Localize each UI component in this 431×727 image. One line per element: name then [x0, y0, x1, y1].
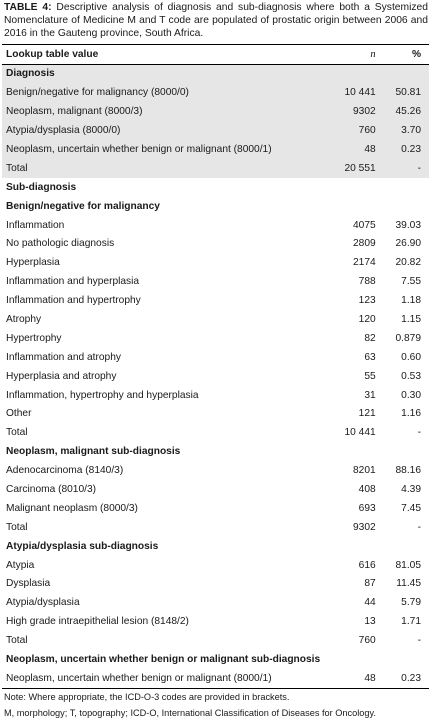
- table-row: [2, 556, 429, 575]
- row-label: Inflammation and atrophy: [6, 351, 121, 363]
- row-n: 693: [358, 502, 376, 514]
- row-n: 10 441: [344, 427, 376, 439]
- table-row: [2, 367, 429, 386]
- row-label: Neoplasm, uncertain whether benign or malignant sub-diagnosis: [6, 654, 321, 666]
- row-n: 9302: [353, 521, 376, 533]
- row-n: 8201: [353, 465, 376, 477]
- row-percent: 81.05: [395, 559, 421, 571]
- row-label: Atypia/dysplasia sub-diagnosis: [6, 540, 159, 552]
- header-n: n: [324, 45, 382, 65]
- row-percent: 0.53: [401, 370, 421, 382]
- row-n: [324, 537, 382, 556]
- row-label: Atypia: [6, 559, 35, 571]
- table-row: [2, 103, 429, 122]
- table-row: [2, 424, 429, 443]
- row-n: 788: [358, 276, 376, 288]
- row-percent: 88.16: [395, 465, 421, 477]
- row-label: Atrophy: [6, 314, 42, 326]
- row-n: 48: [324, 670, 382, 689]
- row-label: Adenocarcinoma (8140/3): [6, 465, 124, 477]
- table-row: [2, 329, 429, 348]
- row-n: 123: [358, 295, 376, 307]
- row-percent: 4.39: [401, 484, 421, 496]
- table-row: [2, 386, 429, 405]
- diagnosis-table: [2, 44, 429, 689]
- row-n: 20 551: [324, 159, 382, 178]
- row-percent: -: [417, 635, 421, 647]
- row-percent: 11.45: [396, 578, 421, 590]
- row-percent: 39.03: [395, 219, 421, 231]
- table-row: [2, 348, 429, 367]
- row-label: Total: [6, 635, 28, 647]
- note-icd-codes: Note: Where appropriate, the ICD-O-3 codes are provided in brackets.: [4, 692, 290, 702]
- row-percent: 1.16: [401, 408, 421, 420]
- row-label: Neoplasm, uncertain whether benign or malignant (8000/1): [2, 670, 324, 689]
- row-n: [324, 178, 382, 197]
- row-n: 4075: [353, 219, 376, 231]
- row-percent: 0.60: [401, 351, 421, 363]
- row-label: Total: [6, 427, 28, 439]
- row-n: 408: [358, 484, 376, 496]
- row-n: 760: [324, 122, 382, 141]
- section-row: [2, 65, 429, 84]
- row-percent: -: [382, 159, 429, 178]
- row-label: Carcinoma (8010/3): [6, 484, 97, 496]
- table-row: [2, 613, 429, 632]
- table-row: [2, 518, 429, 537]
- row-n: 10 441: [324, 84, 382, 103]
- row-label: Hyperplasia and atrophy: [6, 370, 117, 382]
- row-label: Atypia/dysplasia: [6, 597, 80, 609]
- table-row: [2, 632, 429, 651]
- table-row: [2, 462, 429, 481]
- table-row: [2, 311, 429, 330]
- table-row: [2, 216, 429, 235]
- table-header-row: [2, 45, 429, 65]
- section-row: [2, 537, 429, 556]
- table-caption: [4, 1, 428, 41]
- row-percent: -: [417, 521, 421, 533]
- row-n: [324, 65, 382, 84]
- row-percent: 1.18: [401, 295, 421, 307]
- row-n: 760: [358, 635, 376, 647]
- table-row: [2, 159, 429, 178]
- row-n: 82: [364, 332, 376, 344]
- row-percent: 3.70: [382, 122, 429, 141]
- row-percent: [382, 65, 429, 84]
- row-label: Hyperplasia: [6, 257, 60, 269]
- table-row: [2, 670, 429, 689]
- row-n: 2809: [353, 238, 376, 250]
- row-n: 55: [364, 370, 376, 382]
- row-n: 48: [324, 141, 382, 160]
- row-percent: 0.30: [401, 389, 421, 401]
- row-label: Atypia/dysplasia (8000/0): [2, 122, 324, 141]
- row-n: 13: [364, 616, 376, 628]
- row-percent: [382, 651, 429, 670]
- row-label: No pathologic diagnosis: [6, 238, 115, 250]
- row-n: [324, 197, 382, 216]
- caption-text: Descriptive analysis of diagnosis and sub-diagnosis where both a Systemized Nomenclature of Medicine M and T code are populated of prostatic origin between 2006 and 2016 in the Gauteng province, South Africa.: [4, 2, 428, 40]
- row-percent: 1.71: [401, 616, 421, 628]
- caption-label: TABLE 4:: [4, 2, 52, 13]
- row-label: Inflammation and hyperplasia: [6, 276, 140, 288]
- table-row: [2, 481, 429, 500]
- row-label: Neoplasm, malignant sub-diagnosis: [6, 446, 181, 458]
- row-label: Neoplasm, malignant (8000/3): [2, 103, 324, 122]
- row-percent: [382, 197, 429, 216]
- row-label: Inflammation: [6, 219, 65, 231]
- row-percent: 45.26: [382, 103, 429, 122]
- row-percent: 7.45: [401, 502, 421, 514]
- row-n: 44: [364, 597, 376, 609]
- header-lookup-value: Lookup table value: [2, 45, 324, 65]
- note-abbreviations: M, morphology; T, topography; ICD-O, International Classification of Diseases for Oncology.: [4, 708, 376, 718]
- row-percent: 50.81: [382, 84, 429, 103]
- table-row: [2, 235, 429, 254]
- table-row: [2, 254, 429, 273]
- row-n: [324, 651, 382, 670]
- table-row: [2, 405, 429, 424]
- row-label: Sub-diagnosis: [6, 181, 77, 193]
- table-row: [2, 575, 429, 594]
- table-row: [2, 273, 429, 292]
- row-label: Benign/negative for malignancy: [6, 200, 160, 212]
- row-percent: 1.15: [401, 314, 421, 326]
- table-row: [2, 292, 429, 311]
- row-label: Total: [6, 521, 28, 533]
- row-percent: 7.55: [401, 276, 421, 288]
- row-n: 2174: [353, 257, 376, 269]
- table-body: [2, 65, 429, 689]
- row-label: Neoplasm, uncertain whether benign or malignant (8000/1): [2, 141, 324, 160]
- row-percent: 20.82: [395, 257, 421, 269]
- table-row: [2, 594, 429, 613]
- row-percent: [382, 443, 429, 462]
- row-n: [324, 443, 382, 462]
- row-percent: -: [417, 427, 421, 439]
- row-percent: 0.23: [382, 670, 429, 689]
- row-label: Total: [2, 159, 324, 178]
- row-percent: [382, 537, 429, 556]
- row-label: Hypertrophy: [6, 332, 62, 344]
- header-percent: %: [382, 45, 429, 65]
- row-n: 63: [364, 351, 376, 363]
- table-row: [2, 122, 429, 141]
- row-label: Other: [6, 408, 32, 420]
- table-row: [2, 141, 429, 160]
- row-label: Inflammation and hypertrophy: [6, 295, 141, 307]
- row-n: 87: [364, 578, 376, 590]
- row-percent: 5.79: [401, 597, 421, 609]
- section-row: [2, 443, 429, 462]
- row-label: Malignant neoplasm (8000/3): [6, 502, 138, 514]
- row-percent: 0.23: [382, 141, 429, 160]
- row-n: 121: [358, 408, 376, 420]
- section-row: [2, 178, 429, 197]
- row-label: Dysplasia: [6, 578, 51, 590]
- row-percent: [382, 178, 429, 197]
- row-percent: 0.879: [395, 332, 421, 344]
- section-row: [2, 197, 429, 216]
- row-percent: 26.90: [395, 238, 421, 250]
- row-n: 616: [358, 559, 376, 571]
- row-n: 31: [364, 389, 376, 401]
- row-label: Inflammation, hypertrophy and hyperplasia: [6, 389, 199, 401]
- table-notes: [4, 689, 376, 721]
- table-row: [2, 84, 429, 103]
- row-n: 9302: [324, 103, 382, 122]
- row-n: 120: [358, 314, 376, 326]
- row-label: Benign/negative for malignancy (8000/0): [2, 84, 324, 103]
- row-label: High grade intraepithelial lesion (8148/2): [6, 616, 189, 628]
- section-row: [2, 651, 429, 670]
- row-label: Diagnosis: [2, 65, 324, 84]
- table-row: [2, 499, 429, 518]
